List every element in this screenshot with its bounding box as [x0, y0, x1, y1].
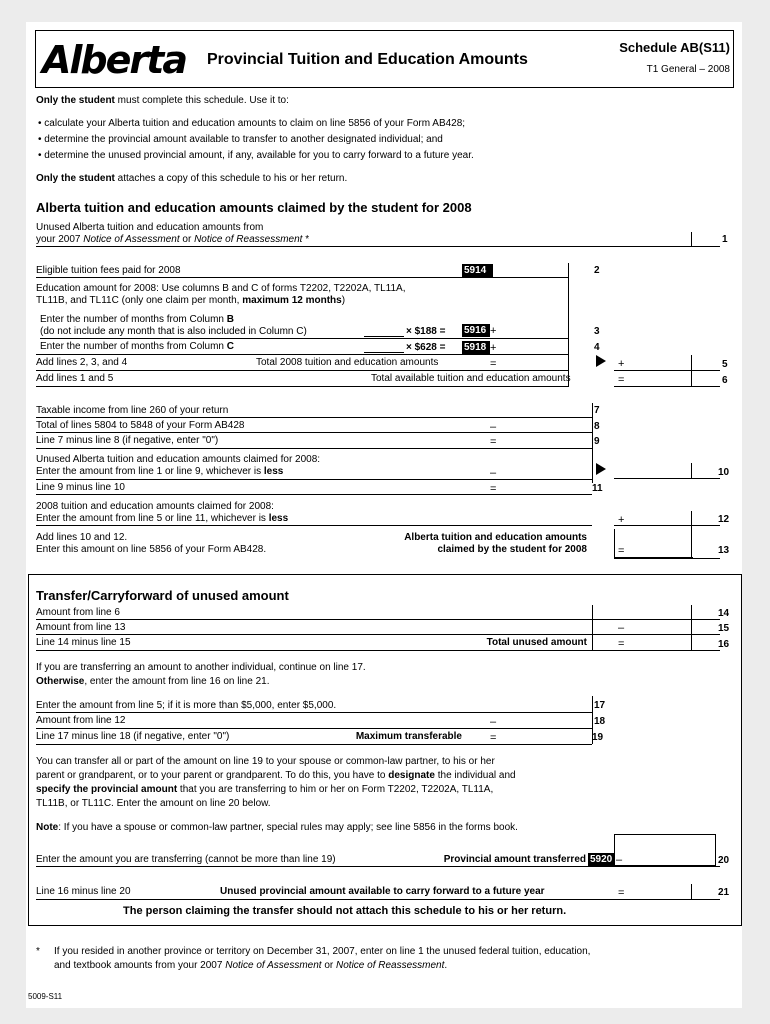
transfer-note: Note: If you have a spouse or common-law partner, special rules may apply; see line 5856 in the forms book. — [36, 822, 518, 833]
line-number-5: 5 — [722, 359, 728, 370]
form-page: Alberta Provincial Tuition and Education Amounts Schedule AB(S11) T1 General – 2008 Only the student must complete this schedule. Use it to: • calculate your Alberta tuition and education amounts to claim on line 5856 of your Form AB428; • determine the provincial amount available to transfer to another designated individual; and • determine the unused provincial amount, if any, available for you to carry forward to a future year. Only the student attaches a copy of this schedule to his or her return. Alberta tuition and education amounts claimed by the student for 2008 Unused Alberta tuition and education amounts from your 2007 Notice of Assessment or Notice of Reassessment * 1 Eligible tuition fees paid for 2008 5914 2 Education amount for 2008: Use columns B and C of forms T2202, T2202A, TL11A, TL11B, and TL11C (only one claim per month, maximum 12 months) Enter the number of months from Column B (do not include any month that is also included in Column C) × $188 = 5916 + 3 Enter the number of months from Column C × $628 = 5918 + 4 Add lines 2, 3, and 4 Total 2008 tuition and education amounts = + 5 Add lines 1 and 5 Total available tuition and education amounts = 6 Taxable income from line 260 of your return 7 Total of lines 5804 to 5848 of your Form AB428 – 8 Line 7 minus line 8 (if negative, enter "0") = 9 Unused Alberta tuition and education amounts claimed for 2008: Enter the amount from line 1 or line 9, whichever is less – 10 Line 9 minus line 10 = 11 2008 tuition and education amounts claimed for 2008: Enter the amount from line 5 or line 11, whichever is less + 12 Add lines 10 and 12. Enter this amount on line 5856 of your Form AB428. Alberta tuition and education amounts claimed by the student for 2008 = 13 Transfer/Carryforward of unused amount Amount from line 6 14 Amount from line 13 – 15 Line 14 minus line 15 Total unused amount = 16 If you are transferring an amount to another individual, continue on line 17. Otherwise, enter the amount from line 16 on line 21. Enter the amount from line 5; if it is more than $5,000, enter $5,000. 17 Amount from line 12 – 18 Line 17 minus line 18 (if negative, enter "0") Maximum transferable = 19 You can transfer all or part of the amount on line 19 to your spouse or common-law partner, to his or her parent or grandparent, or to your parent or grandparent. To do this, you have to designate the individual and specify the provincial amount that you are transferring to him or her on Form T2202, T2202A, TL11A, TL11B, or TL11C. Enter the amount on line 20 below. Note: If you have a spouse or common-law partner, special rules may apply; see line 5856 in the forms book. Enter the amount you are transferring (cannot be more than line 19) Provincial amount transferred 5920 – 20 Line 16 minus line 20 Unused provincial amount available to carry forward to a future year = 21 The person claiming the transfer should not attach this schedule to his or her return. * If you resided in another province or territory on December 31, 2007, enter on line 1 the unused federal tuition, education, and textbook amounts from your 2007 Notice of Assessment or Notice of Reassessment. 5009-S11 — [26, 22, 742, 1008]
line11-amount-field[interactable] — [500, 481, 590, 494]
line1-label-b: your 2007 Notice of Assessment or Notice of Reassessment * — [36, 234, 310, 245]
line-number-11: 11 — [592, 483, 603, 494]
code-5920: 5920 — [588, 853, 615, 866]
line-number-6: 6 — [722, 375, 728, 386]
line12-label-a: 2008 tuition and education amounts claimed for 2008: — [36, 501, 274, 512]
line16-total-label: Total unused amount — [486, 637, 587, 648]
form-title: Provincial Tuition and Education Amounts — [207, 51, 528, 68]
alberta-logo: Alberta — [42, 38, 186, 82]
line14-amount-field[interactable] — [628, 605, 718, 618]
section1-title: Alberta tuition and education amounts claimed by the student for 2008 — [36, 200, 472, 215]
line10-label-a: Unused Alberta tuition and education amounts claimed for 2008: — [36, 454, 321, 465]
line19-amount-field[interactable] — [500, 730, 590, 743]
line9-label: Line 7 minus line 8 (if negative, enter "0") — [36, 435, 219, 446]
transfer-closing-note: The person claiming the transfer should not attach this schedule to his or her return. — [123, 905, 567, 917]
line-number-7: 7 — [594, 405, 600, 416]
line13-amount-field[interactable] — [614, 529, 693, 558]
line-number-8: 8 — [594, 421, 600, 432]
line6-label: Add lines 1 and 5 — [36, 373, 114, 384]
line7-label: Taxable income from line 260 of your return — [36, 405, 229, 416]
line21-total-label: Unused provincial amount available to carry forward to a future year — [220, 886, 545, 897]
line20-total-label: Provincial amount transferred — [443, 854, 586, 865]
line13-total-label-b: claimed by the student for 2008 — [437, 544, 587, 555]
line3-rate: × $188 = — [406, 326, 446, 337]
footnote-line-2: and textbook amounts from your 2007 Notice of Assessment or Notice of Reassessment. — [54, 960, 448, 971]
line15-amount-field[interactable] — [628, 620, 718, 633]
line-number-12: 12 — [718, 514, 730, 525]
footnote-star: * — [36, 946, 40, 957]
arrow-icon — [596, 463, 606, 475]
line4-rate: × $628 = — [406, 342, 446, 353]
line4-label: Enter the number of months from Column C — [40, 341, 234, 352]
line5-label: Add lines 2, 3, and 4 — [36, 357, 128, 368]
line19-total-label: Maximum transferable — [355, 731, 462, 742]
line-number-9: 9 — [594, 436, 600, 447]
line-number-15: 15 — [718, 623, 730, 634]
intro-line: Only the student must complete this schedule. Use it to: — [36, 95, 289, 106]
line-number-3: 3 — [594, 326, 600, 337]
line6-total-label: Total available tuition and education amounts — [371, 373, 571, 384]
line-number-20: 20 — [718, 855, 730, 866]
line-number-4: 4 — [594, 342, 600, 353]
line-number-18: 18 — [594, 716, 606, 727]
line21-amount-field[interactable] — [628, 884, 718, 897]
intro-bullet-3: • determine the unused provincial amount, if any, available for you to carry forward to a future year. — [38, 150, 474, 161]
line21-label: Line 16 minus line 20 — [36, 886, 131, 897]
attach-note: Only the student attaches a copy of this schedule to his or her return. — [36, 173, 348, 184]
line3-label-a: Enter the number of months from Column B — [40, 314, 234, 325]
schedule-label: Schedule AB(S11) — [619, 40, 730, 55]
line13-total-label-a: Alberta tuition and education amounts — [404, 532, 587, 543]
line-number-17: 17 — [594, 700, 606, 711]
line19-label: Line 17 minus line 18 (if negative, enter "0") — [36, 731, 230, 742]
line1-label-a: Unused Alberta tuition and education amounts from — [36, 222, 264, 233]
line7-amount-field[interactable] — [500, 403, 590, 416]
line12-amount-field[interactable] — [628, 511, 718, 525]
line20-amount-field[interactable] — [614, 834, 716, 866]
line14-label: Amount from line 6 — [36, 607, 120, 618]
transfer-text-1: You can transfer all or part of the amount on line 19 to your spouse or common-law partner, to his or her — [36, 756, 495, 767]
line17-amount-field[interactable] — [500, 698, 590, 711]
education-amount-label-b: TL11B, and TL11C (only one claim per month, maximum 12 months) — [36, 295, 346, 306]
line18-amount-field[interactable] — [500, 714, 590, 727]
line4-months-field[interactable] — [364, 340, 404, 353]
line6-amount-field[interactable] — [628, 371, 718, 385]
line-number-14: 14 — [718, 608, 730, 619]
line-number-13: 13 — [718, 545, 730, 556]
line18-label: Amount from line 12 — [36, 715, 126, 726]
line3-months-field[interactable] — [364, 324, 404, 337]
line10-label-b: Enter the amount from line 1 or line 9, whichever is less — [36, 466, 284, 477]
line2-amount-field[interactable] — [494, 263, 566, 277]
line15-label: Amount from line 13 — [36, 622, 126, 633]
line13-label-a: Add lines 10 and 12. — [36, 532, 128, 543]
line5-total-label: Total 2008 tuition and education amounts — [256, 357, 439, 368]
form-code: 5009-S11 — [28, 992, 63, 1001]
form-subtitle: T1 General – 2008 — [646, 64, 730, 75]
line1-amount-field[interactable] — [618, 232, 718, 246]
arrow-icon — [596, 355, 606, 367]
instruction-otherwise: Otherwise, enter the amount from line 16 on line 21. — [36, 676, 270, 687]
instruction-continue: If you are transferring an amount to another individual, continue on line 17. — [36, 662, 366, 673]
line10-amount-field[interactable] — [618, 463, 718, 477]
intro-bullet-1: • calculate your Alberta tuition and education amounts to claim on line 5856 of your Form AB428; — [38, 118, 466, 129]
line16-amount-field[interactable] — [628, 636, 718, 649]
line-number-21: 21 — [718, 887, 730, 898]
transfer-text-4: TL11B, or TL11C. Enter the amount on line 20 below. — [36, 798, 271, 809]
intro-bullet-2: • determine the provincial amount available to transfer to another designated individual; and — [38, 134, 443, 145]
transfer-text-3: specify the provincial amount that you are transferring to him or her on Form T2202, T2202A, TL11A, — [36, 784, 494, 795]
line20-label: Enter the amount you are transferring (cannot be more than line 19) — [36, 854, 336, 865]
line3-amount-field[interactable] — [500, 324, 566, 337]
line13-label-b: Enter this amount on line 5856 of your Form AB428. — [36, 544, 267, 555]
line3-label-b: (do not include any month that is also included in Column C) — [40, 326, 307, 337]
line4-amount-field[interactable] — [500, 340, 566, 353]
code-5918: 5918 — [462, 341, 490, 354]
line-number-10: 10 — [718, 467, 730, 478]
line5-amount-field[interactable] — [628, 355, 718, 369]
transfer-text-2: parent or grandparent, or to your parent or grandparent. To do this, you have to designate the individual and — [36, 770, 516, 781]
line17-label: Enter the amount from line 5; if it is more than $5,000, enter $5,000. — [36, 700, 337, 711]
line2-label: Eligible tuition fees paid for 2008 — [36, 265, 181, 276]
footnote-line-1: If you resided in another province or territory on December 31, 2007, enter on line 1 the unused federal tuition, education, — [54, 946, 591, 957]
line16-label: Line 14 minus line 15 — [36, 637, 131, 648]
line8-amount-field[interactable] — [500, 419, 590, 432]
line-number-19: 19 — [592, 732, 604, 743]
line12-label-b: Enter the amount from line 5 or line 11, whichever is less — [36, 513, 289, 524]
line11-label: Line 9 minus line 10 — [36, 482, 125, 493]
line10-inner-amount-field[interactable] — [500, 465, 590, 478]
line5-inner-amount-field[interactable] — [500, 356, 566, 369]
education-amount-label-a: Education amount for 2008: Use columns B and C of forms T2202, T2202A, TL11A, — [36, 283, 406, 294]
line-number-2: 2 — [594, 265, 600, 276]
line9-amount-field[interactable] — [500, 434, 590, 447]
code-5916: 5916 — [462, 324, 490, 337]
code-5914: 5914 — [462, 264, 493, 277]
line-number-16: 16 — [718, 639, 730, 650]
line8-label: Total of lines 5804 to 5848 of your Form AB428 — [36, 420, 245, 431]
section2-title: Transfer/Carryforward of unused amount — [36, 588, 289, 603]
line-number-1: 1 — [722, 234, 728, 245]
